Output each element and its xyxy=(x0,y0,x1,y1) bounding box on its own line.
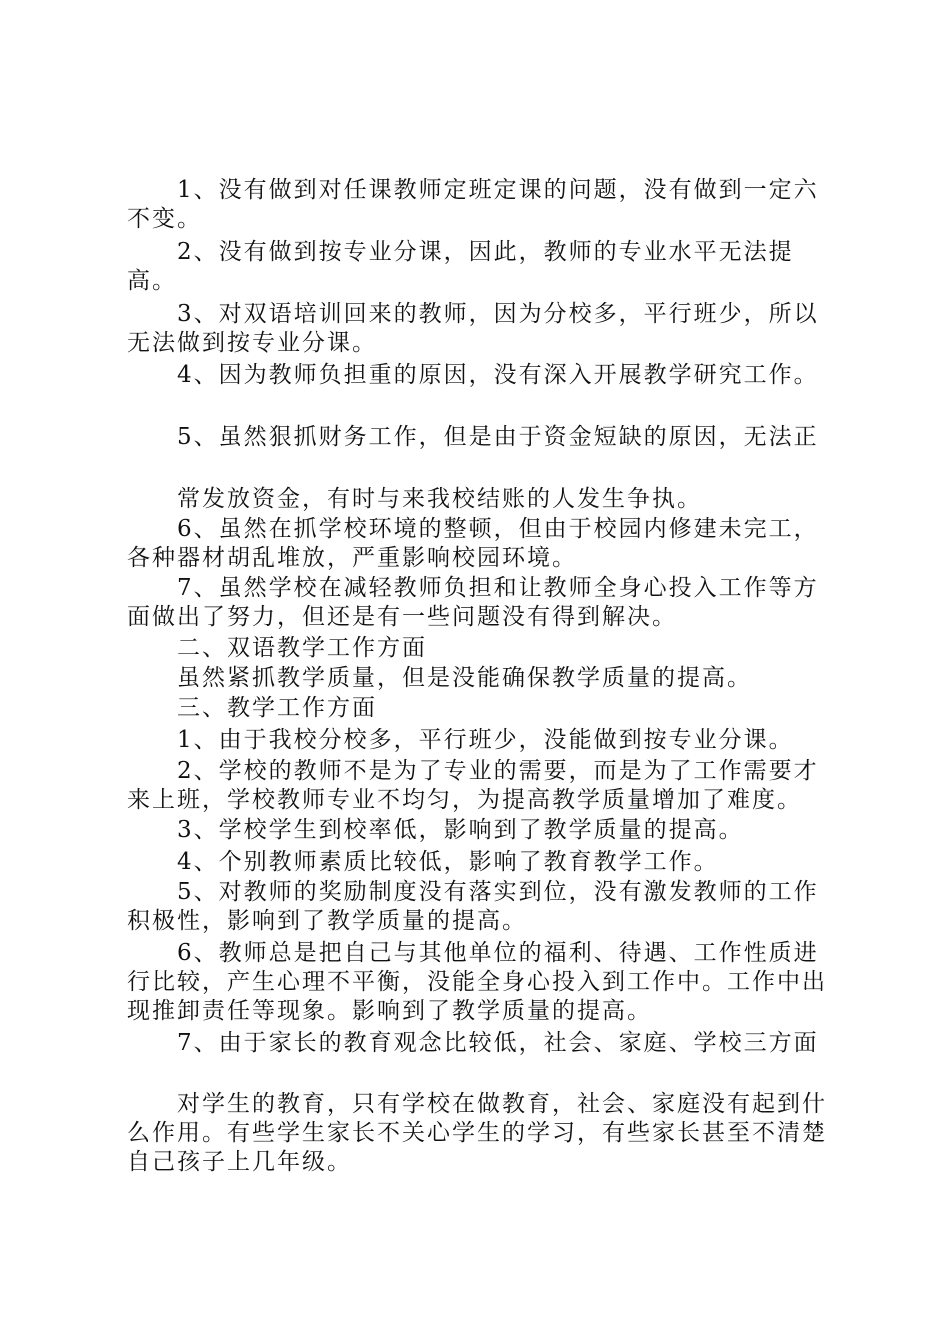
paragraph-7: 6、虽然在抓学校环境的整顿，但由于校园内修建未完工，各种器材胡乱堆放，严重影响校园环境。 xyxy=(127,516,819,571)
section-heading-bilingual: 二、双语教学工作方面 xyxy=(177,635,427,661)
paragraph-1: 1、没有做到对任课教师定班定课的问题，没有做到一定六不变。 xyxy=(127,177,819,232)
section-heading-teaching: 三、教学工作方面 xyxy=(177,695,377,721)
paragraph-6: 常发放资金，有时与来我校结账的人发生争执。 xyxy=(177,486,702,512)
paragraph-10: 1、由于我校分校多，平行班少，没能做到按专业分课。 xyxy=(177,727,794,753)
paragraph-15: 6、教师总是把自己与其他单位的福利、待遇、工作性质进行比较，产生心理不平衡，没能全身心投入到工作中。工作中出现推卸责任等现象。影响到了教学质量的提高。 xyxy=(127,940,827,1024)
paragraph-9: 虽然紧抓教学质量，但是没能确保教学质量的提高。 xyxy=(177,665,752,691)
paragraph-17: 对学生的教育，只有学校在做教育，社会、家庭没有起到什么作用。有些学生家长不关心学生的学习，有些家长甚至不清楚自己孩子上几年级。 xyxy=(127,1091,827,1175)
paragraph-2: 2、没有做到按专业分课，因此，教师的专业水平无法提高。 xyxy=(127,239,794,294)
paragraph-3: 3、对双语培训回来的教师，因为分校多，平行班少，所以无法做到按专业分课。 xyxy=(127,301,819,356)
paragraph-13: 4、个别教师素质比较低，影响了教育教学工作。 xyxy=(177,849,719,875)
paragraph-11: 2、学校的教师不是为了专业的需要，而是为了工作需要才来上班，学校教师专业不均匀，为提高教学质量增加了难度。 xyxy=(127,758,819,813)
paragraph-8: 7、虽然学校在减轻教师负担和让教师全身心投入工作等方面做出了努力，但还是有一些问题没有得到解决。 xyxy=(127,575,819,630)
paragraph-16: 7、由于家长的教育观念比较低，社会、家庭、学校三方面 xyxy=(177,1030,819,1056)
paragraph-5: 5、虽然狠抓财务工作，但是由于资金短缺的原因，无法正 xyxy=(177,424,819,450)
paragraph-12: 3、学校学生到校率低，影响到了教学质量的提高。 xyxy=(177,817,744,843)
paragraph-14: 5、对教师的奖励制度没有落实到位，没有激发教师的工作积极性，影响到了教学质量的提高。 xyxy=(127,879,819,934)
paragraph-4: 4、因为教师负担重的原因，没有深入开展教学研究工作。 xyxy=(177,362,819,388)
